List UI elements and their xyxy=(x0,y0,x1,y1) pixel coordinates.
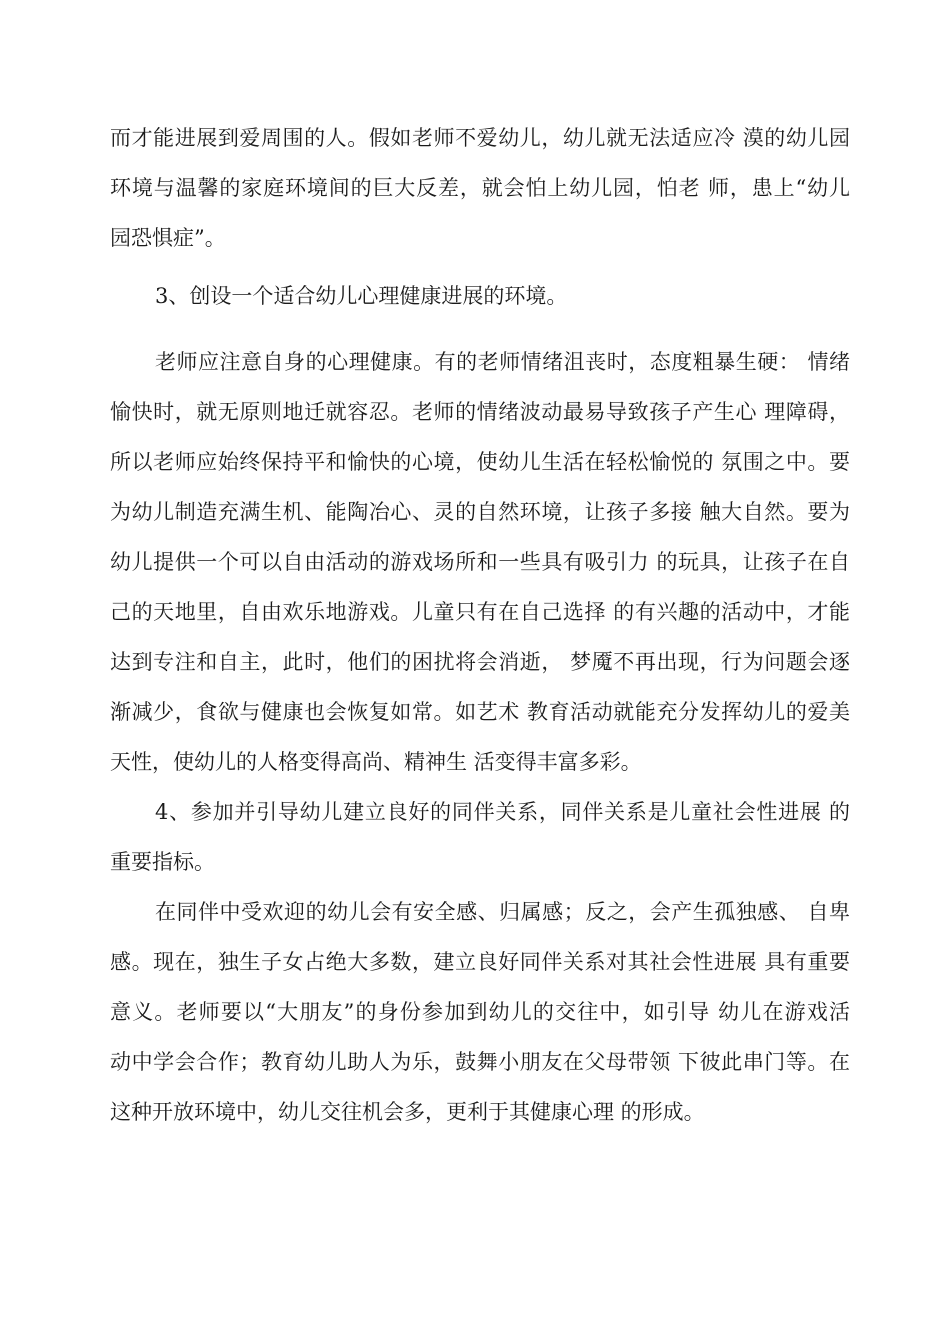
text-line: 渐减少，食欲与健康也会恢复如常。如艺术 教育活动就能充分发挥幼儿的爱美 xyxy=(110,700,850,724)
text-line: 己的天地里，自由欢乐地游戏。儿童只有在自己选择 的有兴趣的活动中，才能 xyxy=(110,600,850,624)
section-heading: 3、创设一个适合幼儿心理健康进展的环境。 xyxy=(155,284,568,308)
text-line: 老师应注意自身的心理健康。有的老师情绪沮丧时，态度粗暴生硬： 情绪 xyxy=(155,350,850,374)
text-line: 环境与温馨的家庭环境间的巨大反差，就会怕上幼儿园，怕老 师，患上“幼儿 xyxy=(110,176,850,200)
text-line: 这种开放环境中，幼儿交往机会多，更利于其健康心理 的形成。 xyxy=(110,1100,705,1124)
text-line: 愉快时，就无原则地迁就容忍。老师的情绪波动最易导致孩子产生心 理障碍， xyxy=(110,400,850,424)
text-line: 为幼儿制造充满生机、能陶冶心、灵的自然环境，让孩子多接 触大自然。要为 xyxy=(110,500,850,524)
section-heading: 4、参加并引导幼儿建立良好的同伴关系，同伴关系是儿童社会性进展 的 xyxy=(155,800,850,824)
text-line: 重要指标。 xyxy=(110,850,215,874)
text-line: 动中学会合作；教育幼儿助人为乐，鼓舞小朋友在父母带领 下彼此串门等。在 xyxy=(110,1050,850,1074)
text-line: 幼儿提供一个可以自由活动的游戏场所和一些具有吸引力 的玩具，让孩子在自 xyxy=(110,550,850,574)
text-line: 达到专注和自主，此时，他们的困扰将会消逝， 梦魇不再出现，行为问题会逐 xyxy=(110,650,850,674)
text-line: 天性，使幼儿的人格变得高尚、精神生 活变得丰富多彩。 xyxy=(110,750,642,774)
text-line: 而才能进展到爱周围的人。假如老师不爱幼儿，幼儿就无法适应冷 漠的幼儿园 xyxy=(110,126,850,150)
text-line: 园恐惧症”。 xyxy=(110,226,226,250)
text-line: 意义。老师要以“大朋友”的身份参加到幼儿的交往中，如引导 幼儿在游戏活 xyxy=(110,1000,850,1024)
text-line: 感。现在，独生子女占绝大多数，建立良好同伴关系对其社会性进展 具有重要 xyxy=(110,950,850,974)
text-line: 在同伴中受欢迎的幼儿会有安全感、归属感；反之，会产生孤独感、 自卑 xyxy=(155,900,850,924)
text-line: 所以老师应始终保持平和愉快的心境，使幼儿生活在轻松愉悦的 氛围之中。要 xyxy=(110,450,850,474)
